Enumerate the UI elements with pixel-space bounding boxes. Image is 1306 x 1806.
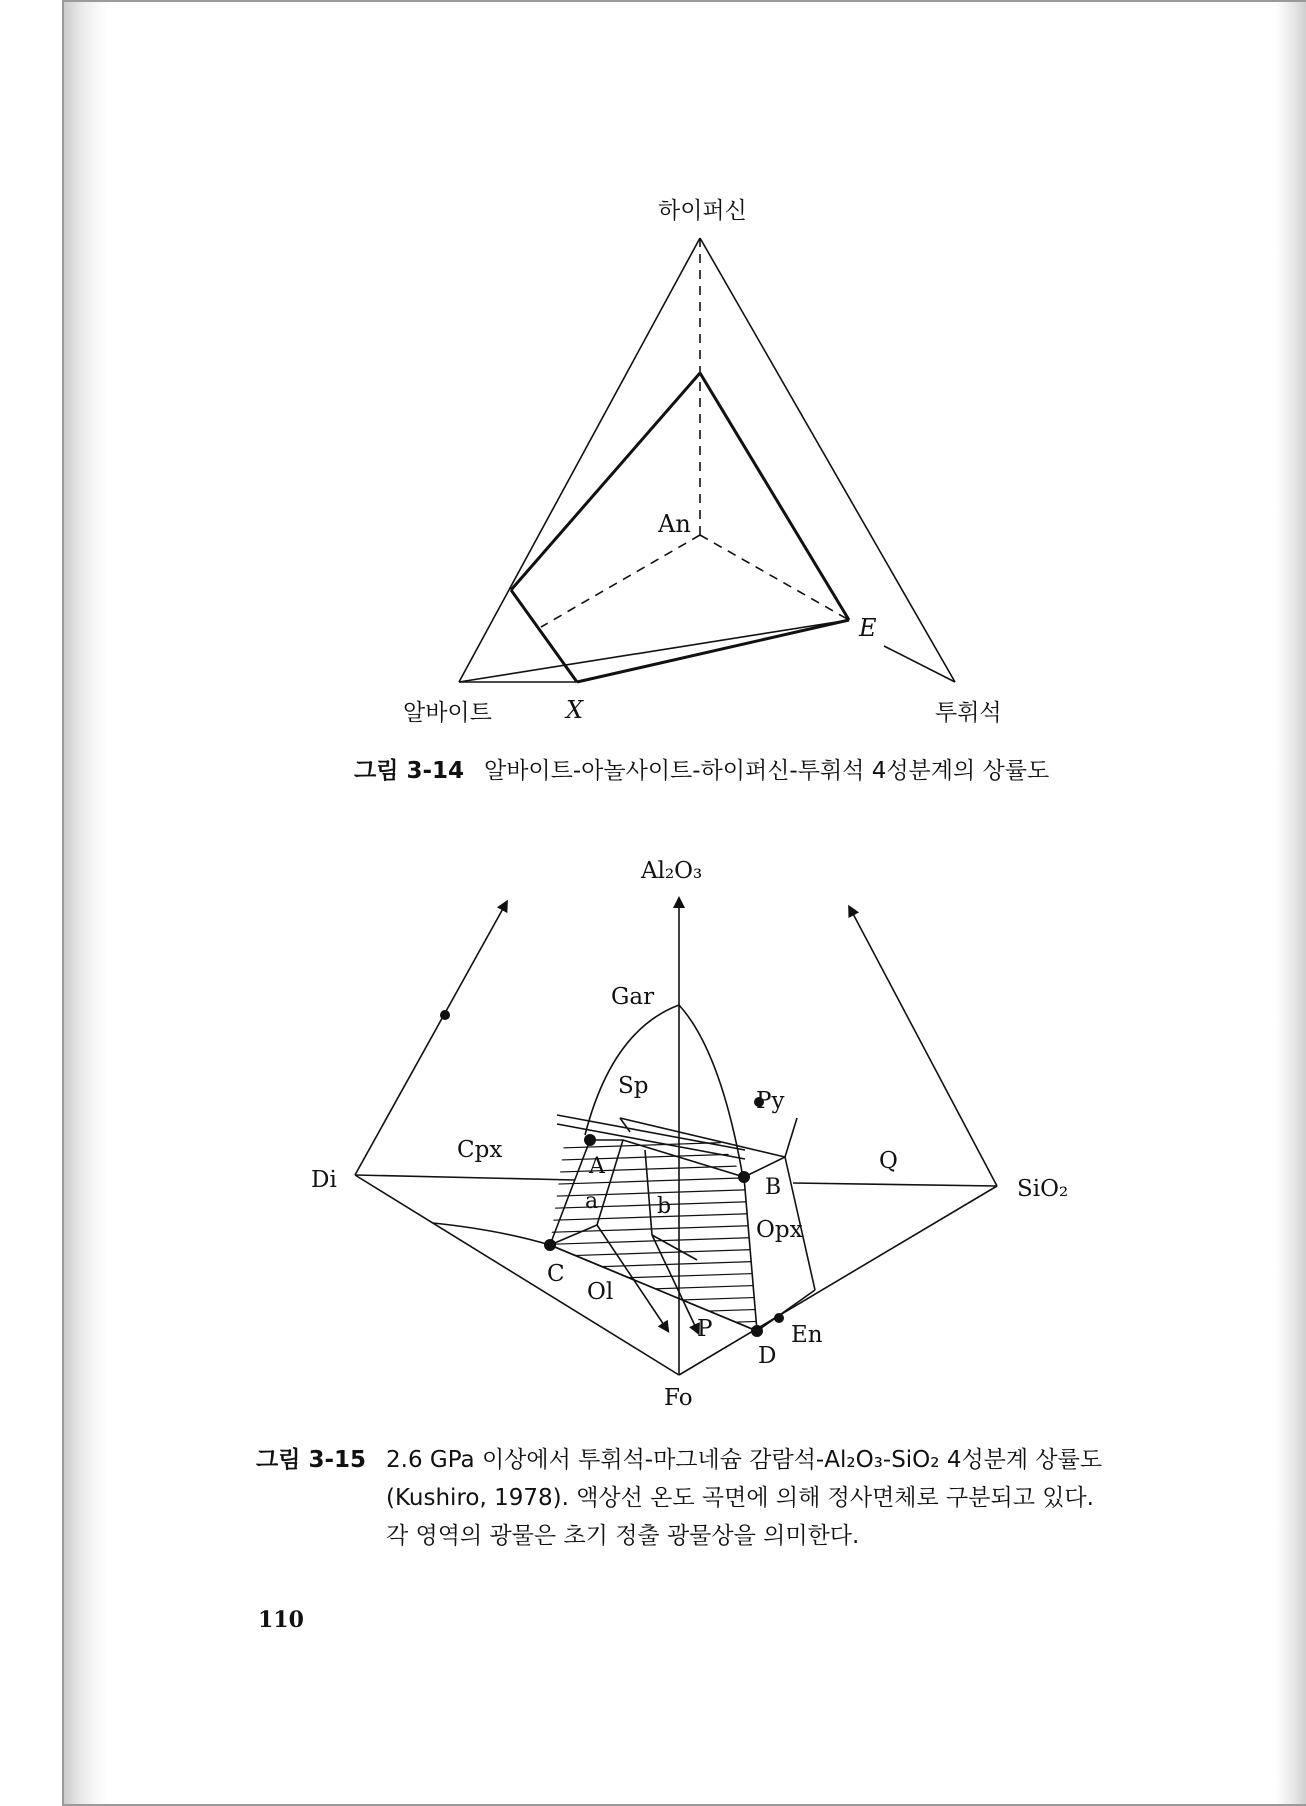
caption-line-2: (Kushiro, 1978). 액상선 온도 곡면에 의해 정사면체로 구분되고 있다. bbox=[386, 1485, 1094, 1511]
caption-body bbox=[386, 1441, 1226, 1555]
caption-label: 그림 3-15 bbox=[256, 1447, 366, 1473]
arrow-right bbox=[851, 910, 997, 1186]
label-an: An bbox=[658, 510, 691, 538]
caption-line-1: 2.6 GPa 이상에서 투휘석-마그네슘 감람석-Al₂O₃-SiO₂ 4성분계 상률도 bbox=[386, 1447, 1103, 1473]
caption-label: 그림 3-14 bbox=[354, 758, 464, 784]
label-hypersthene: 하이퍼신 bbox=[658, 198, 747, 224]
curve-gar-left bbox=[585, 1005, 679, 1135]
label-a-upper: A bbox=[589, 1154, 605, 1179]
label-fo: Fo bbox=[664, 1385, 693, 1411]
dot-c bbox=[544, 1239, 556, 1251]
label-gar: Gar bbox=[611, 984, 655, 1010]
label-e: E bbox=[859, 614, 877, 642]
label-al2o3: Al₂O₃ bbox=[641, 858, 703, 884]
label-x: X bbox=[566, 696, 584, 724]
label-cpx: Cpx bbox=[457, 1137, 503, 1163]
caption-text: 알바이트-아놀사이트-하이퍼신-투휘석 4성분계의 상률도 bbox=[484, 758, 1050, 784]
page-number: 110 bbox=[258, 1607, 304, 1633]
figure-3-15-caption bbox=[256, 1441, 1256, 1555]
edge-sio2-front bbox=[793, 1183, 997, 1186]
label-albite: 알바이트 bbox=[403, 700, 492, 726]
edge-di-front bbox=[355, 1175, 575, 1180]
label-diopside: 투휘석 bbox=[935, 700, 1002, 726]
label-en: En bbox=[791, 1322, 823, 1348]
label-opx: Opx bbox=[756, 1217, 803, 1243]
dot-d bbox=[751, 1325, 763, 1337]
label-b-upper: B bbox=[765, 1175, 782, 1200]
label-di: Di bbox=[311, 1167, 337, 1193]
caption-line-3: 각 영역의 광물은 초기 정출 광물상을 의미한다. bbox=[386, 1523, 860, 1549]
dot-a bbox=[584, 1134, 596, 1146]
dot-left-arrow bbox=[440, 1010, 450, 1020]
dot-en bbox=[774, 1313, 784, 1323]
label-sp: Sp bbox=[618, 1073, 649, 1099]
label-b-lower: b bbox=[657, 1194, 672, 1219]
label-ol: Ol bbox=[587, 1279, 614, 1305]
label-d: D bbox=[758, 1343, 777, 1369]
label-py: Py bbox=[756, 1088, 785, 1114]
label-c: C bbox=[547, 1261, 565, 1287]
label-sio2: SiO₂ bbox=[1017, 1176, 1069, 1202]
label-a-lower: a bbox=[585, 1189, 599, 1214]
label-q: Q bbox=[879, 1148, 898, 1174]
boundary-b bbox=[744, 1157, 785, 1177]
dot-b bbox=[738, 1171, 750, 1183]
tick-right bbox=[785, 1118, 797, 1157]
arrow-left bbox=[355, 905, 505, 1175]
label-p: P bbox=[697, 1316, 713, 1342]
line-c-d bbox=[550, 1245, 757, 1331]
